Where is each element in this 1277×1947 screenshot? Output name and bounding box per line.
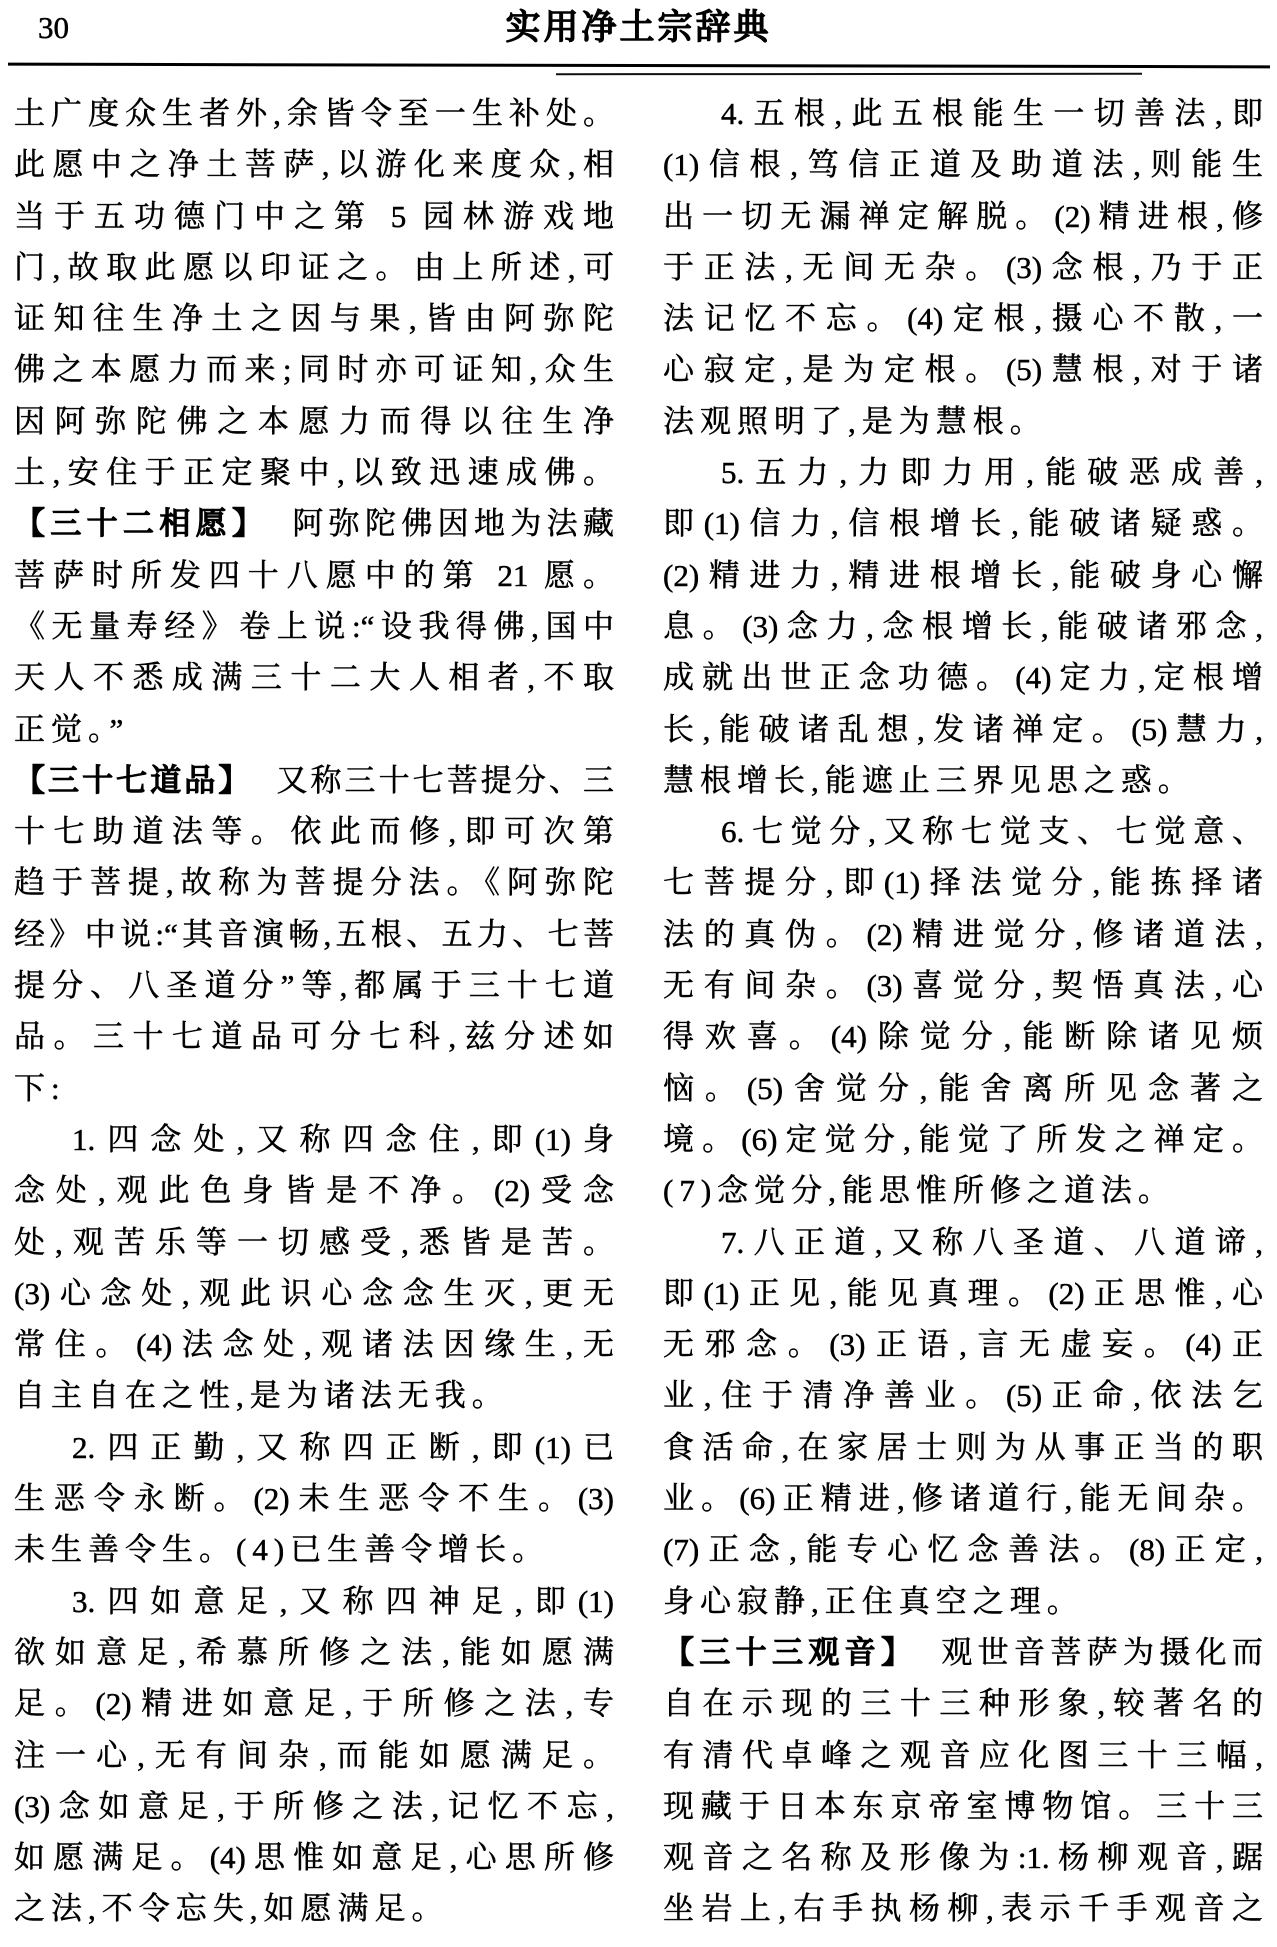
line-text: 天人不悉成满三十二大人相者,不取 xyxy=(14,660,614,696)
line-text: 下: xyxy=(14,1070,66,1106)
text-line xyxy=(14,498,614,549)
line-text: 正觉。” xyxy=(14,711,130,747)
text-line xyxy=(663,960,1263,1011)
line-text: 即(1)信力,信根增长,能破诸疑惑。 xyxy=(663,506,1263,542)
text-line xyxy=(663,242,1263,293)
text-line xyxy=(663,1524,1263,1575)
text-line xyxy=(14,88,614,139)
text-line xyxy=(663,396,1263,447)
text-line xyxy=(663,755,1263,806)
line-text: 此愿中之净土菩萨,以游化来度众,相 xyxy=(14,147,614,183)
text-line xyxy=(14,960,614,1011)
line-text: 自主自在之性,是为诸法无我。 xyxy=(14,1378,509,1414)
page-number: 30 xyxy=(38,10,69,45)
text-line xyxy=(14,1781,614,1832)
entry-headword: 【三十二相愿】 xyxy=(14,506,269,542)
text-line xyxy=(14,1165,614,1216)
entry-headword: 【三十七道品】 xyxy=(14,762,253,798)
text-line xyxy=(663,857,1263,908)
line-text: 现藏于日本东京帝室博物馆。三十三 xyxy=(663,1788,1263,1824)
text-line xyxy=(663,1678,1263,1729)
text-line xyxy=(14,1832,614,1883)
text-line xyxy=(14,1370,614,1421)
header-rule-secondary xyxy=(556,73,1142,76)
line-text: 观音之名称及形像为:1.杨柳观音,踞 xyxy=(663,1840,1263,1876)
text-line xyxy=(663,909,1263,960)
text-line xyxy=(14,1319,614,1370)
text-line xyxy=(14,1473,614,1524)
line-text: 6.七觉分,又称七觉支、七觉意、 xyxy=(721,814,1263,850)
line-text: 《无量寿经》卷上说:“设我得佛,国中 xyxy=(14,608,614,644)
line-text: 证知往生净土之因与果,皆由阿弥陀 xyxy=(14,301,614,337)
line-text: 成就出世正念功德。(4)定力,定根增 xyxy=(663,660,1263,696)
text-line xyxy=(663,1165,1263,1216)
text-line xyxy=(14,806,614,857)
text-line xyxy=(663,1422,1263,1473)
line-text: 注一心,无有间杂,而能如愿满足。 xyxy=(14,1737,614,1773)
line-text: 即(1)正见,能见真理。(2)正思惟,心 xyxy=(663,1275,1263,1311)
line-text: 坐岩上,右手执杨柳,表示千手观音之 xyxy=(663,1891,1263,1927)
line-text: 长,能破诸乱想,发诸禅定。(5)慧力, xyxy=(663,711,1263,747)
line-text: 土广度众生者外,余皆令至一生补处。 xyxy=(14,96,614,131)
line-text: 又称三十七菩提分、三 xyxy=(276,762,614,798)
line-text: 因阿弥陀佛之本愿力而得以往生净 xyxy=(14,403,614,439)
text-line xyxy=(663,1576,1263,1627)
line-text: 提分、八圣道分”等,都属于三十七道 xyxy=(14,968,614,1004)
text-line xyxy=(14,1011,614,1062)
entry-headword: 【三十三观音】 xyxy=(663,1634,918,1670)
text-line xyxy=(14,1063,614,1114)
line-text: 经》中说:“其音演畅,五根、五力、七菩 xyxy=(14,916,614,952)
text-line xyxy=(663,191,1263,242)
text-line xyxy=(663,1319,1263,1370)
line-text: 得欢喜。(4)除觉分,能断除诸见烦 xyxy=(663,1019,1263,1055)
text-line xyxy=(14,139,614,190)
line-text: 7.八正道,又称八圣道、八道谛, xyxy=(721,1224,1263,1260)
right-column xyxy=(663,88,1263,1935)
line-text: 门,故取此愿以印证之。由上所述,可 xyxy=(14,249,614,285)
text-line xyxy=(14,755,614,806)
text-line xyxy=(14,601,614,652)
text-line xyxy=(663,344,1263,395)
text-line xyxy=(663,1268,1263,1319)
line-text: 品。三十七道品可分七科,兹分述如 xyxy=(14,1019,614,1055)
text-line xyxy=(663,1832,1263,1883)
left-column xyxy=(14,88,614,1935)
line-text: 息。(3)念力,念根增长,能破诸邪念, xyxy=(663,608,1263,644)
line-text: 食活命,在家居士则为从事正当的职 xyxy=(663,1429,1263,1465)
text-line xyxy=(663,139,1263,190)
line-text: (7)念觉分,能思惟所修之道法。 xyxy=(663,1173,1175,1209)
text-line xyxy=(663,1627,1263,1678)
text-line xyxy=(14,550,614,601)
line-text: 阿弥陀佛因地为法藏 xyxy=(292,506,615,542)
line-text: 业。(6)正精进,修诸道行,能无间杂。 xyxy=(663,1481,1263,1517)
line-text: 心寂定,是为定根。(5)慧根,对于诸 xyxy=(663,352,1263,388)
line-text: 十七助道法等。依此而修,即可次第 xyxy=(14,814,614,850)
text-line xyxy=(663,652,1263,703)
text-line xyxy=(663,1883,1263,1934)
line-text: 欲如意足,希慕所修之法,能如愿满 xyxy=(14,1634,614,1670)
line-text: 无邪念。(3)正语,言无虚妄。(4)正 xyxy=(663,1327,1263,1363)
text-line xyxy=(663,1063,1263,1114)
text-line xyxy=(14,1217,614,1268)
line-text: (1)信根,笃信正道及助道法,则能生 xyxy=(663,147,1263,183)
text-line xyxy=(14,1114,614,1165)
line-text: 境。(6)定觉分,能觉了所发之禅定。 xyxy=(663,1121,1263,1157)
page-title: 实用净土宗辞典 xyxy=(505,8,772,47)
text-line xyxy=(663,806,1263,857)
line-text: 处,观苦乐等一切感受,悉皆是苦。 xyxy=(14,1224,614,1260)
text-line xyxy=(14,909,614,960)
line-text: 生恶令永断。(2)未生恶令不生。(3) xyxy=(14,1481,614,1517)
line-text: (2)精进力,精进根增长,能破身心懈 xyxy=(663,557,1263,593)
line-text: 观世音菩萨为摄化而 xyxy=(941,1634,1264,1670)
text-line xyxy=(14,1268,614,1319)
line-text: 5.五力,力即力用,能破恶成善, xyxy=(721,455,1263,491)
line-text: 出一切无漏禅定解脱。(2)精进根,修 xyxy=(663,198,1263,234)
line-text: 3.四如意足,又称四神足,即(1) xyxy=(72,1583,614,1619)
line-text: 佛之本愿力而来;同时亦可证知,众生 xyxy=(14,352,614,388)
line-text: 法观照明了,是为慧根。 xyxy=(663,403,1047,439)
text-line xyxy=(663,1114,1263,1165)
line-text: 于正法,无间无杂。(3)念根,乃于正 xyxy=(663,249,1263,285)
line-text: (7)正念,能专心忆念善法。(8)正定, xyxy=(663,1532,1263,1568)
text-line xyxy=(663,1370,1263,1421)
line-text: 4.五根,此五根能生一切善法,即 xyxy=(721,96,1263,131)
text-line xyxy=(14,1730,614,1781)
text-line xyxy=(14,1883,614,1934)
text-line xyxy=(14,1627,614,1678)
text-line xyxy=(663,601,1263,652)
line-text: 自在示现的三十三种形象,较著名的 xyxy=(663,1686,1263,1722)
text-line xyxy=(14,1422,614,1473)
line-text: 1.四念处,又称四念住,即(1)身 xyxy=(72,1121,614,1157)
line-text: 念处,观此色身皆是不净。(2)受念 xyxy=(14,1173,614,1209)
line-text: 恼。(5)舍觉分,能舍离所见念著之 xyxy=(663,1070,1263,1106)
line-text: 法的真伪。(2)精进觉分,修诸道法, xyxy=(663,916,1263,952)
line-text: 之法,不令忘失,如愿满足。 xyxy=(14,1891,449,1927)
line-text: 2.四正勤,又称四正断,即(1)已 xyxy=(72,1429,614,1465)
line-text: 如愿满足。(4)思惟如意足,心思所修 xyxy=(14,1840,614,1876)
text-line xyxy=(14,242,614,293)
text-line xyxy=(14,396,614,447)
line-text: 土,安住于正定聚中,以致迅速成佛。 xyxy=(14,455,614,491)
text-line xyxy=(14,857,614,908)
text-line xyxy=(663,1730,1263,1781)
line-text: 足。(2)精进如意足,于所修之法,专 xyxy=(14,1686,614,1722)
line-text: 当于五功德门中之第 5 园林游戏地 xyxy=(14,198,614,234)
text-line xyxy=(14,1524,614,1575)
text-line xyxy=(663,1217,1263,1268)
line-text: 未生善令生。(4)已生善令增长。 xyxy=(14,1532,550,1568)
text-line xyxy=(14,344,614,395)
line-text: 七菩提分,即(1)择法觉分,能拣择诸 xyxy=(663,865,1263,901)
line-text: 常住。(4)法念处,观诸法因缘生,无 xyxy=(14,1327,614,1363)
line-text: 菩萨时所发四十八愿中的第 21 愿。 xyxy=(14,557,614,593)
line-text: (3)心念处,观此识心念念生灭,更无 xyxy=(14,1275,614,1311)
line-text: 趋于菩提,故称为菩提分法。《阿弥陀 xyxy=(14,865,614,901)
text-line xyxy=(663,550,1263,601)
text-line xyxy=(14,1576,614,1627)
text-line xyxy=(663,1473,1263,1524)
text-line xyxy=(14,293,614,344)
line-text: 业,住于清净善业。(5)正命,依法乞 xyxy=(663,1378,1263,1414)
text-line xyxy=(663,293,1263,344)
text-line xyxy=(14,191,614,242)
line-text: 法记忆不忘。(4)定根,摄心不散,一 xyxy=(663,301,1263,337)
text-line xyxy=(663,1781,1263,1832)
line-text: 慧根增长,能遮止三界见思之惑。 xyxy=(663,762,1195,798)
line-text: (3)念如意足,于所修之法,记忆不忘, xyxy=(14,1788,614,1824)
text-line xyxy=(663,1011,1263,1062)
line-text: 无有间杂。(3)喜觉分,契悟真法,心 xyxy=(663,968,1263,1004)
text-line xyxy=(663,704,1263,755)
line-text: 有清代卓峰之观音应化图三十三幅, xyxy=(663,1737,1263,1773)
text-line xyxy=(14,652,614,703)
text-line xyxy=(14,447,614,498)
line-text: 身心寂静,正住真空之理。 xyxy=(663,1583,1084,1619)
text-line xyxy=(663,447,1263,498)
text-line xyxy=(663,498,1263,549)
text-line xyxy=(14,1678,614,1729)
text-line xyxy=(14,704,614,755)
header-rule xyxy=(8,63,1270,69)
text-line xyxy=(663,88,1263,139)
